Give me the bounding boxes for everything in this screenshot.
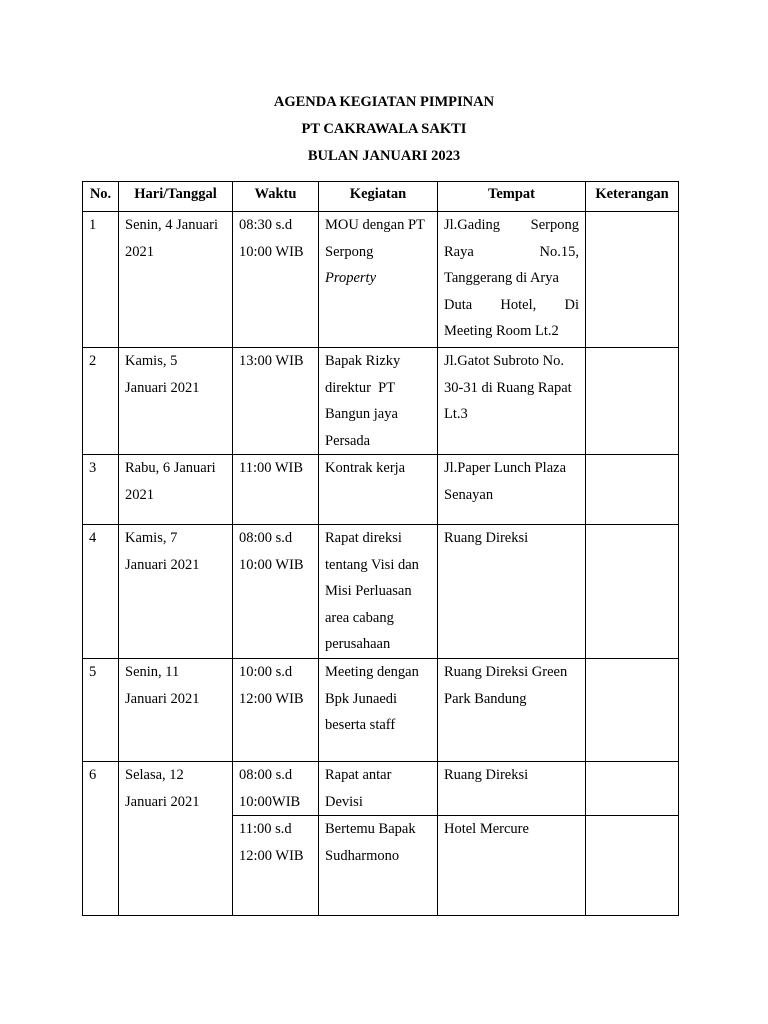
- cell-date: Rabu, 6 Januari 2021: [119, 455, 233, 525]
- table-row: [83, 455, 679, 525]
- cell-no: 5: [83, 659, 119, 762]
- cell-place: Hotel Mercure: [438, 816, 586, 916]
- cell-activity: Rapat direksi tentang Visi dan Misi Perluasan area cabang perusahaan: [319, 525, 438, 659]
- cell-activity: Kontrak kerja: [319, 455, 438, 525]
- cell-date: Senin, 4 Januari 2021: [119, 212, 233, 348]
- header-time: Waktu: [233, 182, 319, 212]
- cell-date: Senin, 11 Januari 2021: [119, 659, 233, 762]
- cell-activity: Meeting dengan Bpk Junaedi beserta staff: [319, 659, 438, 762]
- title-line-2: PT CAKRAWALA SAKTI: [301, 121, 467, 137]
- cell-activity: MOU dengan PT Serpong Property: [319, 212, 438, 348]
- table-row: [83, 659, 679, 762]
- cell-time: 13:00 WIB: [233, 348, 319, 455]
- table-row: [83, 762, 679, 816]
- cell-place: Ruang Direksi: [438, 525, 586, 659]
- cell-time: 08:00 s.d 10:00 WIB: [233, 525, 319, 659]
- cell-note: [586, 455, 679, 525]
- table-row: [83, 348, 679, 455]
- header-place: Tempat: [438, 182, 586, 212]
- cell-note: [586, 816, 679, 916]
- cell-place: Ruang Direksi Green Park Bandung: [438, 659, 586, 762]
- cell-date: Kamis, 5 Januari 2021: [119, 348, 233, 455]
- header-note: Keterangan: [586, 182, 679, 212]
- cell-note: [586, 762, 679, 816]
- cell-no: 3: [83, 455, 119, 525]
- cell-note: [586, 348, 679, 455]
- header-activity: Kegiatan: [319, 182, 438, 212]
- cell-date: Selasa, 12 Januari 2021: [119, 762, 233, 916]
- cell-time: 08:00 s.d 10:00WIB: [233, 762, 319, 816]
- activity-italic-text: Property: [325, 270, 377, 286]
- header-row: [83, 182, 679, 212]
- cell-no: 2: [83, 348, 119, 455]
- header-no: No.: [83, 182, 119, 212]
- title-line-1: AGENDA KEGIATAN PIMPINAN: [273, 94, 495, 110]
- cell-time: 08:30 s.d 10:00 WIB: [233, 212, 319, 348]
- cell-activity: Bertemu Bapak Sudharmono: [319, 816, 438, 916]
- table-row: [83, 212, 679, 348]
- table-row: [83, 525, 679, 659]
- cell-place: Jl.Gatot Subroto No. 30-31 di Ruang Rapat Lt.3: [438, 348, 586, 455]
- header-date: Hari/Tanggal: [119, 182, 233, 212]
- cell-activity: Rapat antar Devisi: [319, 762, 438, 816]
- cell-no: 1: [83, 212, 119, 348]
- cell-time: 11:00 s.d 12:00 WIB: [233, 816, 319, 916]
- cell-no: 6: [83, 762, 119, 916]
- cell-place: Jl.Paper Lunch Plaza Senayan: [438, 455, 586, 525]
- cell-time: 11:00 WIB: [233, 455, 319, 525]
- cell-date: Kamis, 7 Januari 2021: [119, 525, 233, 659]
- cell-place: Jl.Gading Serpong Raya No.15, Tanggerang di Arya Duta Hotel, Di Meeting Room Lt.2: [438, 212, 586, 348]
- document-title: [0, 92, 768, 173]
- cell-note: [586, 659, 679, 762]
- agenda-table: [82, 181, 679, 916]
- cell-note: [586, 212, 679, 348]
- cell-place: Ruang Direksi: [438, 762, 586, 816]
- cell-note: [586, 525, 679, 659]
- cell-activity: Bapak Rizky direktur PT Bangun jaya Persada: [319, 348, 438, 455]
- cell-time: 10:00 s.d 12:00 WIB: [233, 659, 319, 762]
- cell-no: 4: [83, 525, 119, 659]
- title-line-3: BULAN JANUARI 2023: [307, 148, 461, 164]
